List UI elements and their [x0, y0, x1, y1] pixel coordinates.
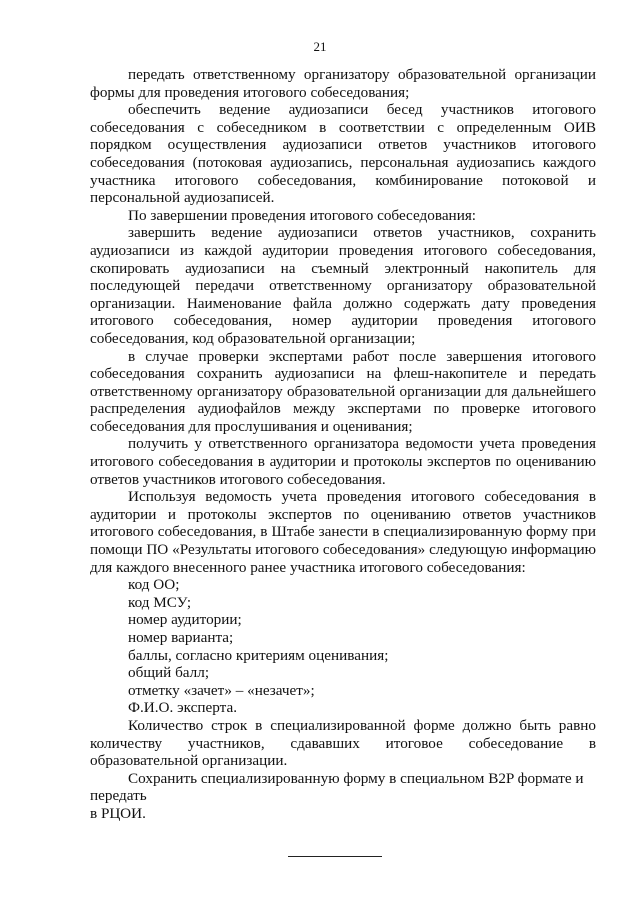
- paragraph: Количество строк в специализированной форме должно быть равно количеству участников, сдававших итоговое собеседование в образовательной организации.: [90, 716, 596, 770]
- list-item: баллы, согласно критериям оценивания;: [128, 646, 389, 664]
- list-item: общий балл;: [128, 664, 210, 682]
- paragraph: Сохранить специализированную форму в специальном B2P формате и передать: [90, 769, 584, 805]
- paragraph: Используя ведомость учета проведения итогового собеседования в аудитории и протоколы экспертов по оцениванию ответов участников итогового собеседования, в Штабе занести в специализированную форму при помощи ПО «Результаты итогового собеседования» следующую информацию для каждого внесенного ранее участника итогового собеседования:: [90, 488, 596, 576]
- paragraph: обеспечить ведение аудиозаписи бесед участников итогового собеседования с собеседником в соответствии с определенным ОИВ порядком осуществления аудиозаписи ответов участников итогового собеседования (потоковая аудиозапись, персональная аудиозапись каждого участника итогового собеседования, комбинирование потоковой и персональной аудиозаписей.: [90, 101, 596, 207]
- list-item: Ф.И.О. эксперта.: [128, 699, 238, 717]
- paragraph: получить у ответственного организатора ведомости учета проведения итогового собеседования в аудитории и протоколы экспертов по оцениванию ответов участников итогового собеседования.: [90, 435, 596, 488]
- paragraph: По завершении проведения итогового собеседования:: [128, 206, 477, 224]
- document-body: [90, 66, 596, 823]
- paragraph: в случае проверки экспертами работ после завершения итогового собеседования сохранить аудиозаписи на флеш-накопителе и передать ответственному организатору образовательной организации для дальнейшего распределения аудиофайлов между экспертами по проверке итогового собеседования для прослушивания и оценивания;: [90, 347, 596, 435]
- paragraph: передать ответственному организатору образовательной организации формы для проведения итогового собеседования;: [90, 66, 596, 101]
- list-item: номер аудитории;: [128, 611, 242, 629]
- page-number: 21: [313, 39, 327, 54]
- paragraph: в РЦОИ.: [90, 804, 146, 822]
- paragraph: завершить ведение аудиозаписи ответов участников, сохранить аудиозаписи из каждой аудитории проведения итогового собеседования, скопировать аудиозаписи на съемный электронный накопитель для последующей передачи ответственному организатору образовательной организации. Наименование файла должно содержать дату проведения итогового собеседования, номер аудитории проведения итогового собеседования, код образовательной организации;: [90, 224, 596, 347]
- footer-rule: [288, 856, 382, 857]
- list-item: номер варианта;: [128, 629, 234, 646]
- list-item: отметку «зачет» – «незачет»;: [128, 681, 315, 699]
- list-item: код МСУ;: [128, 593, 192, 611]
- list-item: код ОО;: [128, 576, 180, 594]
